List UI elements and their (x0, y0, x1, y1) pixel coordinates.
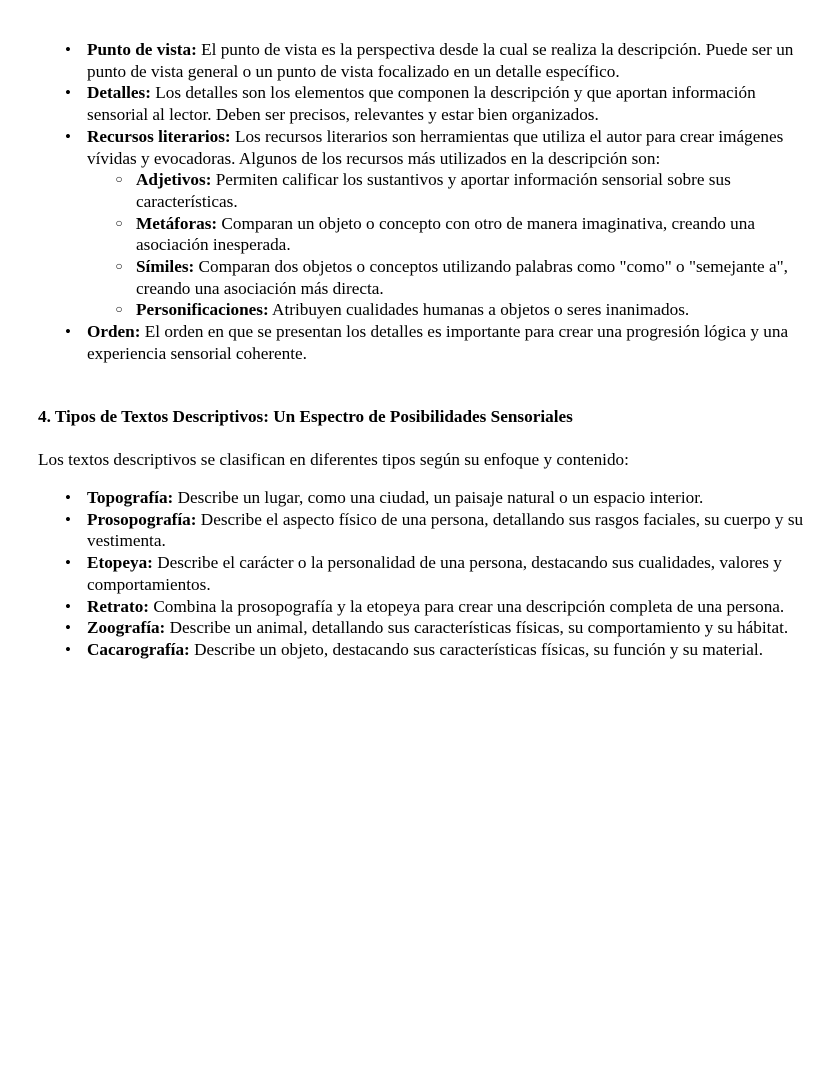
bullet-icon: • (65, 639, 71, 659)
term-label: Etopeya: (87, 553, 153, 573)
circle-bullet-icon: ○ (115, 215, 123, 230)
bullet-icon: • (65, 126, 71, 146)
list-item-cacarografia (65, 639, 805, 661)
bullet-icon: • (65, 618, 71, 638)
term-label: Prosopografía: (87, 509, 197, 529)
item-text: Describe un objeto, destacando sus características físicas, su función y su material. (189, 639, 763, 659)
item-text: Los recursos literarios son herramientas que utiliza el autor para crear imágenes vívidas y evocadoras. Algunos de los recursos más utilizados en la descripción son: (87, 126, 784, 168)
bullet-icon: • (65, 83, 71, 103)
bullet-icon: • (65, 509, 71, 529)
term-label: Punto de vista: (87, 40, 197, 59)
circle-bullet-icon: ○ (115, 302, 123, 317)
bullet-icon: • (65, 596, 71, 616)
sublist-item-metaforas (115, 213, 805, 256)
item-text: El orden en que se presentan los detalles es importante para crear una progresión lógica y una experiencia sensorial coherente. (87, 322, 789, 363)
term-label: Orden: (87, 322, 141, 342)
list-item-etopeya (65, 552, 805, 595)
term-label: Zoografía: (87, 618, 166, 638)
section4-list (65, 487, 805, 661)
recursos-sublist (87, 169, 805, 321)
term-label: Retrato: (87, 596, 150, 616)
list-item-detalles (65, 82, 805, 125)
section4-heading: 4. Tipos de Textos Descriptivos: Un Espectro de Posibilidades Sensoriales (38, 407, 573, 426)
item-text: Describe un lugar, como una ciudad, un paisaje natural o un espacio interior. (173, 488, 704, 507)
term-label: Símiles: (136, 257, 195, 277)
term-label: Topografía: (87, 488, 174, 507)
section4-intro: Los textos descriptivos se clasifican en diferentes tipos según su enfoque y contenido: (38, 450, 629, 469)
list-item-retrato (65, 596, 805, 618)
list-item-punto-de-vista (65, 39, 805, 82)
term-label: Cacarografía: (87, 639, 190, 659)
bullet-icon: • (65, 322, 71, 342)
sublist-item-similes (115, 256, 805, 299)
item-text: Describe un animal, detallando sus características físicas, su comportamiento y su hábitat. (165, 618, 789, 638)
item-text: Los detalles son los elementos que componen la descripción y que aportan información sensorial al lector. Deben ser precisos, relevantes y estar bien organizados. (87, 83, 756, 125)
bullet-icon: • (65, 488, 71, 507)
term-label: Adjetivos: (136, 170, 212, 190)
list-item-orden (65, 321, 805, 364)
item-text: Atribuyen cualidades humanas a objetos o seres inanimados. (268, 300, 690, 320)
item-text: Describe el aspecto físico de una persona, detallando sus rasgos faciales, su cuerpo y su vestimenta. (87, 509, 804, 551)
circle-bullet-icon: ○ (115, 259, 123, 274)
sublist-item-personificaciones (115, 299, 805, 321)
item-text: Comparan un objeto o concepto con otro de manera imaginativa, creando una asociación inesperada. (136, 213, 755, 255)
bullet-icon: • (65, 553, 71, 573)
list-item-topografia (65, 487, 805, 509)
item-text: Permiten calificar los sustantivos y aportar información sensorial sobre sus características. (136, 170, 731, 211)
list-item-prosopografia (65, 509, 805, 552)
list-item-zoografia (65, 617, 805, 639)
term-label: Metáforas: (136, 213, 218, 233)
list-item-recursos-literarios (65, 126, 805, 321)
term-label: Detalles: (87, 83, 151, 103)
sublist-item-adjetivos (115, 169, 805, 212)
term-label: Recursos literarios: (87, 126, 231, 146)
item-text: El punto de vista es la perspectiva desde la cual se realiza la descripción. Puede ser un punto de vista general o un punto de vista focalizado en un detalle específico. (87, 40, 794, 81)
item-text: Comparan dos objetos o conceptos utilizando palabras como "como" o "semejante a", creando una asociación más directa. (136, 257, 788, 298)
item-text: Describe el carácter o la personalidad de una persona, destacando sus cualidades, valores y comportamientos. (87, 553, 782, 594)
bullet-icon: • (65, 40, 71, 59)
section3-list (65, 39, 805, 365)
item-text: Combina la prosopografía y la etopeya para crear una descripción completa de una persona. (149, 596, 785, 616)
circle-bullet-icon: ○ (115, 172, 123, 187)
term-label: Personificaciones: (136, 300, 269, 320)
